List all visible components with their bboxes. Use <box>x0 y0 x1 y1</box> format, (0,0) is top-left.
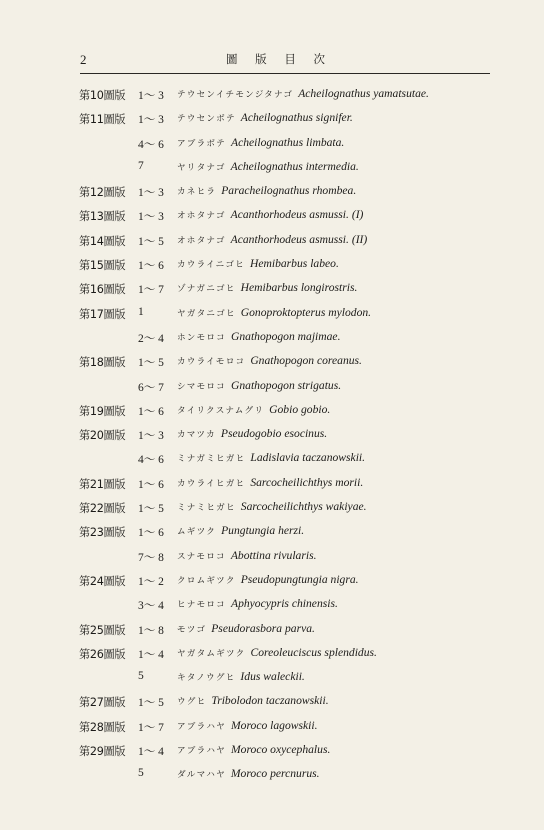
species-name <box>177 573 359 586</box>
japanese-name: シマモロコ <box>177 381 226 392</box>
header-rule <box>80 73 490 74</box>
japanese-name: アブラボテ <box>177 138 226 149</box>
plate-entry <box>0 446 544 470</box>
species-name <box>177 597 338 610</box>
figure-range: 1～ 3 <box>138 430 164 443</box>
figure-range: 1～ 5 <box>138 235 164 248</box>
species-name <box>177 306 371 319</box>
species-name <box>177 257 339 270</box>
figure-range: 1～ 3 <box>138 187 164 200</box>
figure-range: 2～ 4 <box>138 332 164 345</box>
figure-range: 6～ 7 <box>138 381 164 394</box>
figure-range: 1～ 6 <box>138 478 164 491</box>
plate-number: 第20圖版 <box>79 429 126 443</box>
japanese-name: オホタナゴ <box>177 235 226 246</box>
plate-entry <box>0 665 544 689</box>
species-name <box>177 767 320 780</box>
figure-range: 7 <box>138 159 144 172</box>
plate-entry <box>0 106 544 130</box>
japanese-name: カウライヒガヒ <box>177 478 246 489</box>
species-name <box>177 694 329 707</box>
plate-entry <box>0 228 544 252</box>
japanese-name: ヤガタムギツク <box>177 648 246 659</box>
japanese-name: カネヒラ <box>177 187 217 198</box>
page-number: 2 <box>80 52 87 67</box>
plate-number: 第13圖版 <box>79 210 126 224</box>
scientific-name: Idus waleckii. <box>240 670 305 684</box>
species-name <box>177 451 365 464</box>
plate-list <box>0 82 544 787</box>
plate-number: 第25圖版 <box>79 623 126 637</box>
japanese-name: タイリクスナムグリ <box>177 405 265 416</box>
figure-range: 7～ 8 <box>138 551 164 564</box>
scientific-name: Gnathopogon strigatus. <box>230 378 342 392</box>
figure-range: 1～ 3 <box>138 90 164 102</box>
plate-entry <box>0 714 544 738</box>
plate-number: 第23圖版 <box>79 526 126 540</box>
plate-number: 第28圖版 <box>79 720 126 734</box>
scientific-name: Pseudopungtungia nigra. <box>240 572 359 586</box>
species-name <box>177 743 330 756</box>
figure-range: 1～ 6 <box>138 405 164 418</box>
plate-entry <box>0 495 544 519</box>
species-name <box>177 354 362 367</box>
japanese-name: アブラハヤ <box>177 746 226 757</box>
plate-entry <box>0 203 544 227</box>
species-name <box>177 379 341 392</box>
japanese-name: ミナミヒガヒ <box>177 503 236 514</box>
scientific-name: Abottina rivularis. <box>230 548 317 562</box>
japanese-name: ヤリタナゴ <box>177 162 226 173</box>
species-name <box>177 549 316 562</box>
plate-number: 第27圖版 <box>79 696 126 710</box>
scientific-name: Pungtungia herzi. <box>221 524 305 538</box>
plate-entry <box>0 689 544 713</box>
plate-entry <box>0 592 544 616</box>
plate-number: 第11圖版 <box>79 113 126 127</box>
figure-range: 1 <box>138 305 144 318</box>
plate-number: 第18圖版 <box>79 356 126 370</box>
species-name <box>177 87 429 100</box>
japanese-name: テウセンボテ <box>177 114 236 125</box>
plate-entry <box>0 179 544 203</box>
plate-number: 第14圖版 <box>79 234 126 248</box>
japanese-name: カウライニゴヒ <box>177 260 245 271</box>
japanese-name: モツゴ <box>177 624 207 635</box>
japanese-name: ダルマハヤ <box>177 770 226 781</box>
scientific-name: Tribolodon taczanowskii. <box>211 694 329 708</box>
scientific-name: Paracheilognathus rhombea. <box>221 184 357 198</box>
page-header <box>0 0 544 78</box>
figure-range: 1～ 2 <box>138 575 164 588</box>
figure-range: 3～ 4 <box>138 600 164 613</box>
japanese-name: ウグヒ <box>177 697 207 708</box>
species-name <box>177 476 363 489</box>
species-name <box>177 524 304 537</box>
scientific-name: Gnathopogon majimae. <box>230 329 341 343</box>
running-title: 圖 版 目 次 <box>226 52 332 66</box>
plate-entry <box>0 519 544 543</box>
species-name <box>177 500 367 513</box>
plate-number: 第26圖版 <box>79 647 126 661</box>
scientific-name: Acheilognathus intermedia. <box>230 159 359 173</box>
figure-range: 1～ 5 <box>138 503 164 516</box>
figure-range: 5 <box>138 670 144 683</box>
plate-number: 第15圖版 <box>79 259 126 273</box>
plate-entry <box>0 568 544 592</box>
figure-range: 4～ 6 <box>138 138 164 151</box>
scientific-name: Moroco oxycephalus. <box>230 743 331 757</box>
figure-range: 1～ 4 <box>138 648 164 661</box>
figure-range: 1～ 6 <box>138 260 164 273</box>
scientific-name: Ladislavia taczanowskii. <box>250 451 366 465</box>
japanese-name: ゾナガニゴヒ <box>177 284 236 295</box>
species-name <box>177 208 363 221</box>
japanese-name: ホンモロコ <box>177 332 226 343</box>
plate-entry <box>0 276 544 300</box>
scientific-name: Acheilognathus yamatsutae. <box>298 87 429 100</box>
species-name <box>177 111 353 124</box>
plate-entry <box>0 398 544 422</box>
figure-range: 1～ 8 <box>138 624 164 637</box>
japanese-name: キタノウグヒ <box>177 673 236 684</box>
plate-entry <box>0 325 544 349</box>
plate-entry <box>0 617 544 641</box>
scientific-name: Acanthorhodeus asmussi. (II) <box>230 232 368 246</box>
plate-number: 第10圖版 <box>79 89 126 102</box>
scientific-name: Acanthorhodeus asmussi. (I) <box>230 208 364 222</box>
plate-number: 第19圖版 <box>79 404 126 418</box>
scientific-name: Acheilognathus limbata. <box>230 135 345 149</box>
figure-range: 1～ 3 <box>138 211 164 224</box>
japanese-name: ヒナモロコ <box>177 600 226 611</box>
species-name <box>177 330 340 343</box>
scientific-name: Sarcocheilichthys wakiyae. <box>240 500 367 514</box>
japanese-name: テウセンイチモンジタナゴ <box>177 90 294 100</box>
japanese-name: クロムギツク <box>177 575 236 586</box>
japanese-name: オホタナゴ <box>177 211 226 222</box>
species-name <box>177 646 377 659</box>
plate-entry <box>0 301 544 325</box>
species-name <box>177 622 315 635</box>
scientific-name: Acheilognathus signifer. <box>240 111 353 125</box>
plate-number: 第22圖版 <box>79 502 126 516</box>
species-name <box>177 184 356 197</box>
species-name <box>177 160 359 173</box>
figure-range: 1～ 7 <box>138 284 164 297</box>
plate-entry <box>0 738 544 762</box>
scientific-name: Aphyocypris chinensis. <box>230 597 338 611</box>
japanese-name: カマツカ <box>177 430 216 441</box>
plate-entry <box>0 471 544 495</box>
figure-range: 1～ 4 <box>138 746 164 759</box>
scientific-name: Pseudogobio esocinus. <box>220 427 328 441</box>
plate-entry <box>0 155 544 179</box>
species-name <box>177 403 330 416</box>
plate-number: 第21圖版 <box>79 477 126 491</box>
plate-entry <box>0 762 544 786</box>
scientific-name: Moroco lagowskii. <box>230 718 318 732</box>
scientific-name: Moroco percnurus. <box>230 767 320 781</box>
scientific-name: Coreoleuciscus splendidus. <box>250 645 377 659</box>
species-name <box>177 427 327 440</box>
figure-range: 1～ 7 <box>138 721 164 734</box>
japanese-name: スナモロコ <box>177 551 226 562</box>
figure-range: 1～ 5 <box>138 357 164 370</box>
japanese-name: ムギツク <box>177 527 217 538</box>
scientific-name: Gonoproktopterus mylodon. <box>240 305 372 319</box>
figure-range: 4～ 6 <box>138 454 164 467</box>
japanese-name: アブラハヤ <box>177 721 226 732</box>
figure-range: 1～ 6 <box>138 527 164 540</box>
scientific-name: Gobio gobio. <box>269 402 331 416</box>
species-name <box>177 281 357 294</box>
plate-entry <box>0 252 544 276</box>
plate-entry <box>0 422 544 446</box>
plate-number: 第16圖版 <box>79 283 126 297</box>
scientific-name: Hemibarbus labeo. <box>249 257 339 271</box>
plate-number: 第29圖版 <box>79 745 126 759</box>
scientific-name: Gnathopogon coreanus. <box>250 354 362 368</box>
japanese-name: カウライモロコ <box>177 357 246 368</box>
species-name <box>177 670 305 683</box>
japanese-name: ヤガタニゴヒ <box>177 308 236 319</box>
species-name <box>177 233 367 246</box>
scientific-name: Pseudorasbora parva. <box>211 621 315 635</box>
plate-number: 第17圖版 <box>79 307 126 321</box>
plate-number: 第12圖版 <box>79 186 126 200</box>
scientific-name: Hemibarbus longirostris. <box>240 281 358 295</box>
species-name <box>177 136 344 149</box>
plate-entry <box>0 131 544 155</box>
plate-entry <box>0 544 544 568</box>
plate-entry <box>0 82 544 106</box>
plate-entry <box>0 374 544 398</box>
scientific-name: Sarcocheilichthys morii. <box>250 475 364 489</box>
figure-range: 1～ 3 <box>138 114 164 127</box>
plate-number: 第24圖版 <box>79 574 126 588</box>
plate-entry <box>0 349 544 373</box>
figure-range: 1～ 5 <box>138 697 164 710</box>
plate-entry <box>0 641 544 665</box>
japanese-name: ミナガミヒガヒ <box>177 454 246 465</box>
species-name <box>177 719 318 732</box>
figure-range: 5 <box>138 767 144 780</box>
